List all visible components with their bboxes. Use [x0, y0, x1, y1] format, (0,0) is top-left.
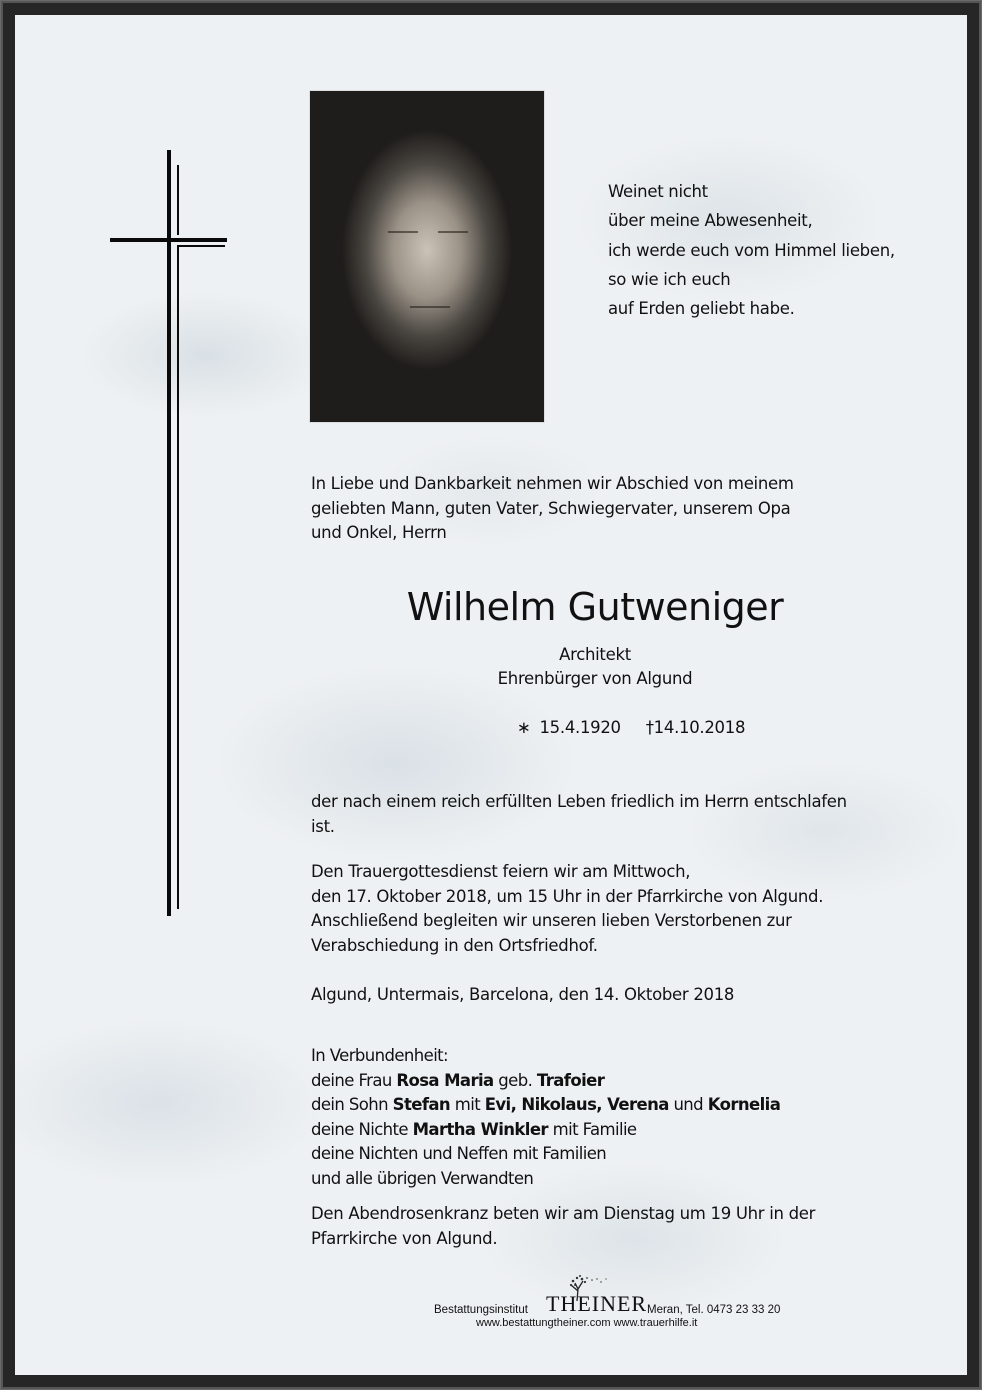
mourner-relatives: und alle übrigen Verwandten	[311, 1168, 534, 1188]
life-dates	[517, 716, 745, 741]
theiner-logo: THEINER	[546, 1291, 648, 1316]
intro-line: geliebten Mann, guten Vater, Schwiegervater, unserem Opa	[311, 498, 791, 518]
rosary-text	[311, 1202, 815, 1251]
obituary-card	[15, 15, 967, 1375]
poem	[608, 177, 895, 323]
websites: www.bestattungtheiner.com www.trauerhilfe.it	[476, 1317, 698, 1329]
institute-label: Bestattungsinstitut	[434, 1304, 528, 1316]
birth-star-icon: ∗	[517, 718, 531, 737]
service-line: Verabschiedung in den Ortsfriedhof.	[311, 935, 598, 955]
service-line: Den Trauergottesdienst feiern wir am Mittwoch,	[311, 862, 691, 881]
death-cross-icon: †	[645, 718, 654, 737]
mourners-heading: In Verbundenheit:	[311, 1046, 449, 1065]
deceased-name: Wilhelm Gutweniger	[406, 585, 784, 629]
poem-line: ich werde euch vom Himmel lieben,	[608, 240, 895, 260]
rosary-line: Den Abendrosenkranz beten wir am Dienstag um 19 Uhr in der	[311, 1204, 816, 1223]
service-line: den 17. Oktober 2018, um 15 Uhr in der Pfarrkirche von Algund.	[311, 886, 824, 906]
passing-line: ist.	[311, 816, 335, 836]
poem-line: Weinet nicht	[608, 182, 708, 201]
place-date: Algund, Untermais, Barcelona, den 14. Oktober 2018	[311, 985, 735, 1004]
rosary-line: Pfarrkirche von Algund.	[311, 1228, 498, 1248]
passing-text	[311, 790, 847, 839]
service-line: Anschließend begleiten wir unseren lieben Verstorbenen zur	[311, 911, 792, 930]
service-text	[311, 860, 823, 958]
death-date: 14.10.2018	[653, 718, 746, 737]
passing-line: der nach einem reich erfüllten Leben friedlich im Herrn entschlafen	[311, 792, 847, 811]
mourner-nieces-nephews: deine Nichten und Neffen mit Familien	[311, 1144, 607, 1163]
mourner-wife: deine Frau Rosa Maria geb. Trafoier	[311, 1070, 605, 1090]
mourner-niece: deine Nichte Martha Winkler mit Familie	[311, 1119, 637, 1139]
poem-line: so wie ich euch	[608, 269, 731, 289]
intro-line: In Liebe und Dankbarkeit nehmen wir Abschied von meinem	[311, 474, 794, 493]
mourner-son: dein Sohn Stefan mit Evi, Nikolaus, Verena und Kornelia	[311, 1095, 781, 1114]
contact-info: Meran, Tel. 0473 23 33 20	[647, 1304, 781, 1316]
poem-line: über meine Abwesenheit,	[608, 211, 813, 231]
deceased-honor: Ehrenbürger von Algund	[497, 669, 693, 688]
deceased-title: Architekt	[559, 645, 631, 664]
poem-line: auf Erden geliebt habe.	[608, 299, 795, 319]
portrait-photo	[309, 90, 545, 423]
intro-text	[311, 472, 794, 546]
mourners	[311, 1044, 780, 1191]
birth-date: 15.4.1920	[539, 718, 621, 737]
intro-line: und Onkel, Herrn	[311, 523, 447, 542]
